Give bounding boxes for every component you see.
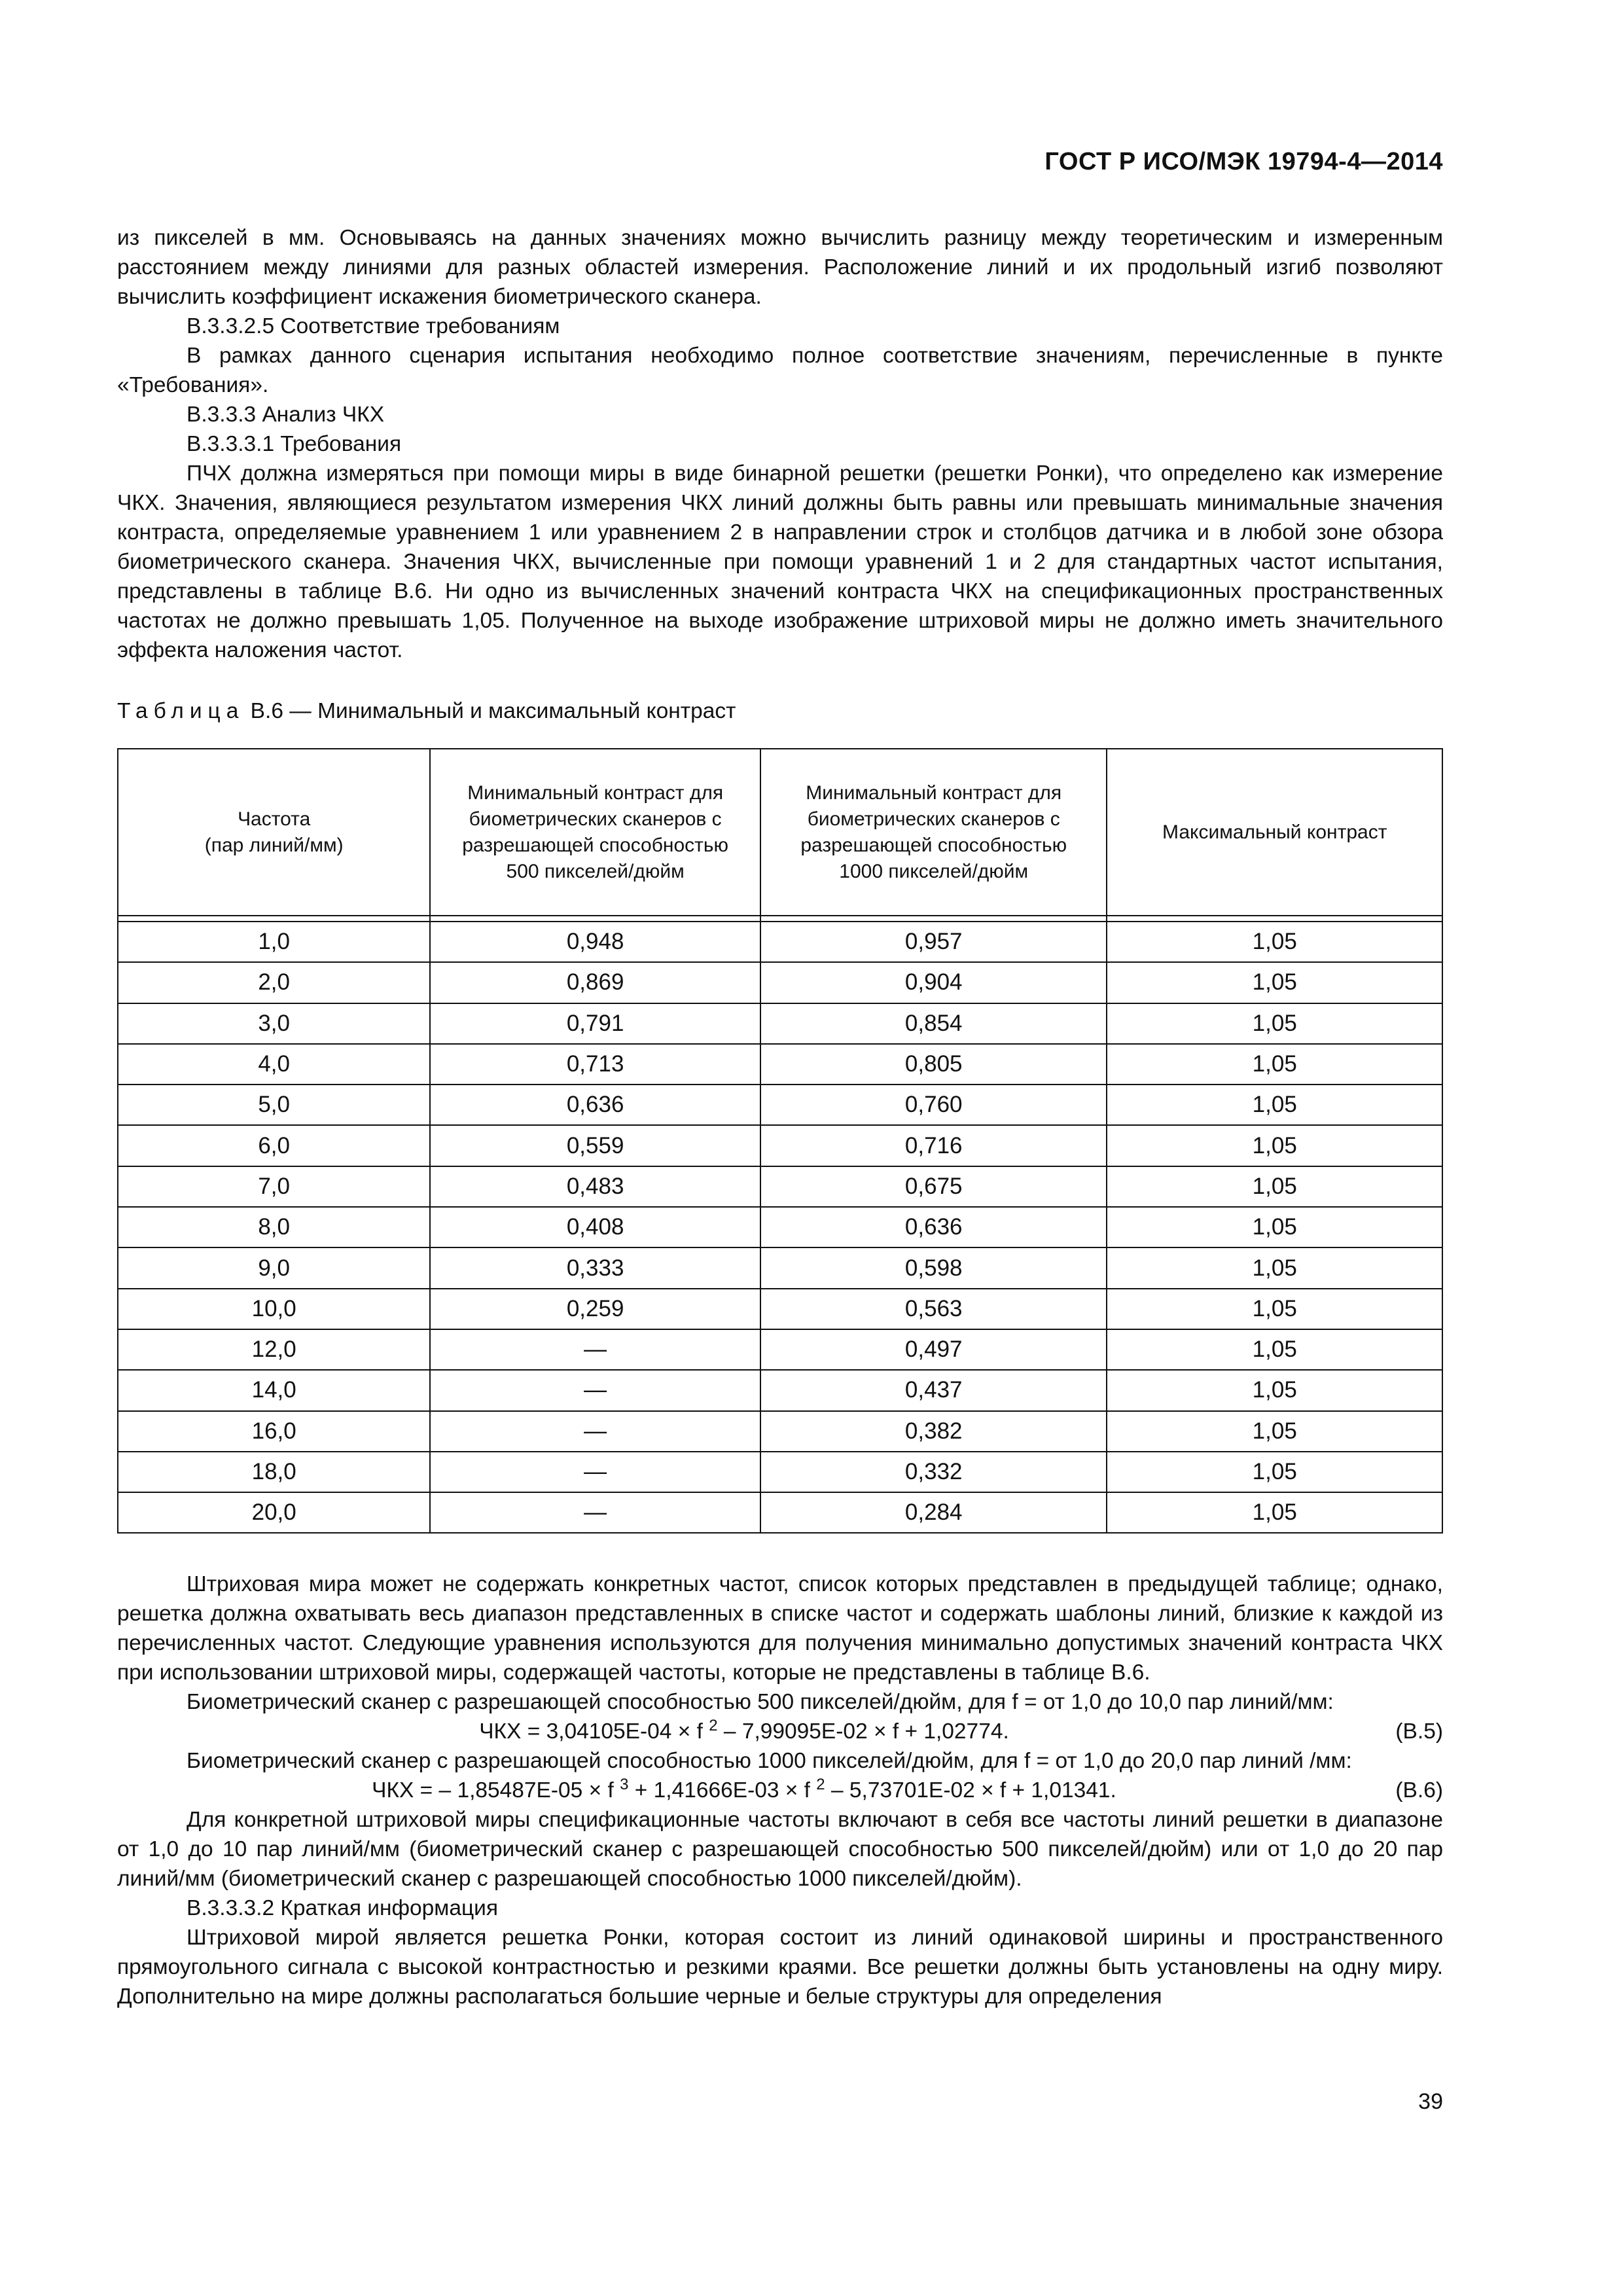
contrast-table (117, 748, 1443, 1534)
table-row (118, 1492, 1442, 1533)
header-cell-min-1000: Минимальный контраст для биометрических сканеров с разрешающей способностью 1000 пикселей/дюйм (760, 749, 1107, 916)
table-cell: 2,0 (118, 962, 430, 1003)
table-cell: 0,904 (760, 962, 1107, 1003)
table-cell: 1,05 (1107, 922, 1442, 962)
table-cell: 1,05 (1107, 1207, 1442, 1247)
table-body (118, 922, 1442, 1533)
section-heading: В.3.3.3.2 Краткая информация (187, 1896, 499, 1920)
document-header: ГОСТ Р ИСО/МЭК 19794-4—2014 (1044, 148, 1443, 175)
table-cell: 20,0 (118, 1492, 430, 1533)
table-row (118, 1289, 1442, 1329)
table-cell: 0,437 (760, 1370, 1107, 1410)
table-row (118, 1411, 1442, 1452)
table-row (118, 1207, 1442, 1247)
table-cell: 10,0 (118, 1289, 430, 1329)
table-cell: 4,0 (118, 1044, 430, 1085)
table-cell: 0,716 (760, 1125, 1107, 1166)
table-cell: 0,957 (760, 922, 1107, 962)
section-heading: В.3.3.2.5 Соответствие требованиям (187, 314, 560, 338)
table-cell: 0,284 (760, 1492, 1107, 1533)
table-cell: 0,636 (760, 1207, 1107, 1247)
table-row (118, 1452, 1442, 1492)
table-cell: 0,497 (760, 1329, 1107, 1370)
paragraph: Штриховой мирой является решетка Ронки, которая состоит из линий одинаковой ширины и пространственного прямоугольного сигнала с высокой контрастностью и резкими краями. Все решетки должны быть установлены на одну миру. Дополнительно на мире должны располагаться большие черные и белые структуры для определения (117, 1926, 1443, 2009)
paragraph: Штриховая мира может не содержать конкретных частот, список которых представлен в предыдущей таблице; однако, решетка должна охватывать весь диапазон представленных в списке частот и содержать шаблоны линий, близкие к каждой из перечисленных частот. Следующие уравнения используются для получения минимально допустимых значений контраста ЧКХ при использовании штриховой миры, содержащей частоты, которые не представлены в таблице В.6. (117, 1572, 1443, 1685)
table-cell: 0,382 (760, 1411, 1107, 1452)
table-cell: 0,559 (430, 1125, 760, 1166)
table-cell: — (430, 1411, 760, 1452)
table-caption-label: Таблица (117, 699, 245, 723)
table-cell: 1,05 (1107, 1085, 1442, 1125)
table-cell: 0,563 (760, 1289, 1107, 1329)
equation-b6: ЧКХ = – 1,85487E-05 × f $^3$ + 1,41666E-03 × f $^2$ – 5,73701E-02 × f + 1,01341. (В.6) (117, 1776, 1443, 1805)
table-cell: 8,0 (118, 1207, 430, 1247)
header-cell-frequency: Частота (пар линий/мм) (118, 749, 430, 916)
table-row (118, 1003, 1442, 1044)
table-row (118, 922, 1442, 962)
table-cell: 0,791 (430, 1003, 760, 1044)
header-cell-max: Максимальный контраст (1107, 749, 1442, 916)
table-cell: 5,0 (118, 1085, 430, 1125)
table-cell: 1,05 (1107, 1044, 1442, 1085)
table-cell: — (430, 1452, 760, 1492)
table-cell: 9,0 (118, 1247, 430, 1288)
paragraph: Биометрический сканер с разрешающей способностью 1000 пикселей/дюйм, для f = от 1,0 до 20,0 пар линий /мм: (187, 1749, 1352, 1773)
table-cell: 12,0 (118, 1329, 430, 1370)
table-cell: 1,05 (1107, 1125, 1442, 1166)
table-cell: 0,805 (760, 1044, 1107, 1085)
equation-number: (В.5) (1395, 1719, 1443, 1744)
table-cell: 0,333 (430, 1247, 760, 1288)
paragraph: из пикселей в мм. Основываясь на данных значениях можно вычислить разницу между теоретическим и измеренным расстоянием между линиями для разных областей измерения. Расположение линий и их продольный изгиб позволяют вычислить коэффициент искажения биометрического сканера. (117, 226, 1443, 309)
table-cell: 14,0 (118, 1370, 430, 1410)
table-cell: 1,05 (1107, 1166, 1442, 1207)
table-cell: 7,0 (118, 1166, 430, 1207)
top-text-block (117, 223, 1443, 665)
section-heading: В.3.3.3 Анализ ЧКХ (187, 403, 385, 427)
table-row (118, 1370, 1442, 1410)
table-cell: 1,05 (1107, 1492, 1442, 1533)
table-cell: — (430, 1329, 760, 1370)
table-cell: 0,713 (430, 1044, 760, 1085)
table-cell: 1,05 (1107, 1003, 1442, 1044)
paragraph: Для конкретной штриховой миры спецификационные частоты включают в себя все частоты линий решетки в диапазоне от 1,0 до 10 пар линий/мм (биометрический сканер с разрешающей способностью 500 пикселей/дюйм) или от 1,0 до 20 пар линий/мм (биометрический сканер с разрешающей способностью 1000 пикселей/дюйм). (117, 1808, 1443, 1891)
table-cell: 0,259 (430, 1289, 760, 1329)
table-cell: 1,05 (1107, 1289, 1442, 1329)
equation-number: (В.6) (1395, 1778, 1443, 1803)
table-caption-title: В.6 — Минимальный и максимальный контраст (244, 699, 736, 723)
table-header-row (118, 749, 1442, 916)
page-number: 39 (1418, 2089, 1443, 2114)
equation-b5: ЧКХ = 3,04105E-04 × f $^2$ – 7,99095E-02 × f + 1,02774. (В.5) (117, 1717, 1443, 1746)
table-cell: 3,0 (118, 1003, 430, 1044)
table-cell: 1,05 (1107, 1411, 1442, 1452)
table-row (118, 1085, 1442, 1125)
paragraph: Биометрический сканер с разрешающей способностью 500 пикселей/дюйм, для f = от 1,0 до 10,0 пар линий/мм: (187, 1690, 1334, 1714)
table-cell: 1,05 (1107, 962, 1442, 1003)
table-cell: — (430, 1492, 760, 1533)
table-row (118, 1166, 1442, 1207)
table-row (118, 1044, 1442, 1085)
table-cell: 0,854 (760, 1003, 1107, 1044)
table-cell: 0,408 (430, 1207, 760, 1247)
paragraph: ПЧХ должна измеряться при помощи миры в виде бинарной решетки (решетки Ронки), что определено как измерение ЧКХ. Значения, являющиеся результатом измерения ЧКХ линий должны быть равны или превышать минимальные значения контраста, определяемые уравнением 1 или уравнением 2 в направлении строк и столбцов датчика и в любой зоне обзора биометрического сканера. Значения ЧКХ, вычисленные при помощи уравнений 1 и 2 для стандартных частот испытания, представлены в таблице В.6. Ни одно из вычисленных значений контраста ЧКХ на спецификационных пространственных частотах не должно превышать 1,05. Полученное на выходе изображение штриховой миры не должно иметь значительного эффекта наложения частот. (117, 461, 1443, 662)
table-cell: 1,05 (1107, 1370, 1442, 1410)
section-heading: В.3.3.3.1 Требования (187, 432, 402, 456)
paragraph: В рамках данного сценария испытания необходимо полное соответствие значениям, перечисленные в пункте «Требования». (117, 344, 1443, 397)
bottom-text-block (117, 1570, 1443, 2011)
table-cell: 1,05 (1107, 1452, 1442, 1492)
table-cell: 0,948 (430, 922, 760, 962)
table-caption (117, 696, 1443, 726)
table-row (118, 1125, 1442, 1166)
table-cell: 16,0 (118, 1411, 430, 1452)
table-cell: 0,598 (760, 1247, 1107, 1288)
table-cell: 0,332 (760, 1452, 1107, 1492)
table-cell: 0,760 (760, 1085, 1107, 1125)
table-row (118, 1247, 1442, 1288)
table-cell: 1,0 (118, 922, 430, 962)
table-cell: 1,05 (1107, 1247, 1442, 1288)
table-cell: 1,05 (1107, 1329, 1442, 1370)
table-cell: 0,483 (430, 1166, 760, 1207)
header-cell-min-500: Минимальный контраст для биометрических сканеров с разрешающей способностью 500 пикселей/дюйм (430, 749, 760, 916)
table-cell: 0,636 (430, 1085, 760, 1125)
table-cell: 18,0 (118, 1452, 430, 1492)
table-cell: 0,869 (430, 962, 760, 1003)
table-row (118, 1329, 1442, 1370)
table-cell: 6,0 (118, 1125, 430, 1166)
table-cell: — (430, 1370, 760, 1410)
table-row (118, 962, 1442, 1003)
table-cell: 0,675 (760, 1166, 1107, 1207)
